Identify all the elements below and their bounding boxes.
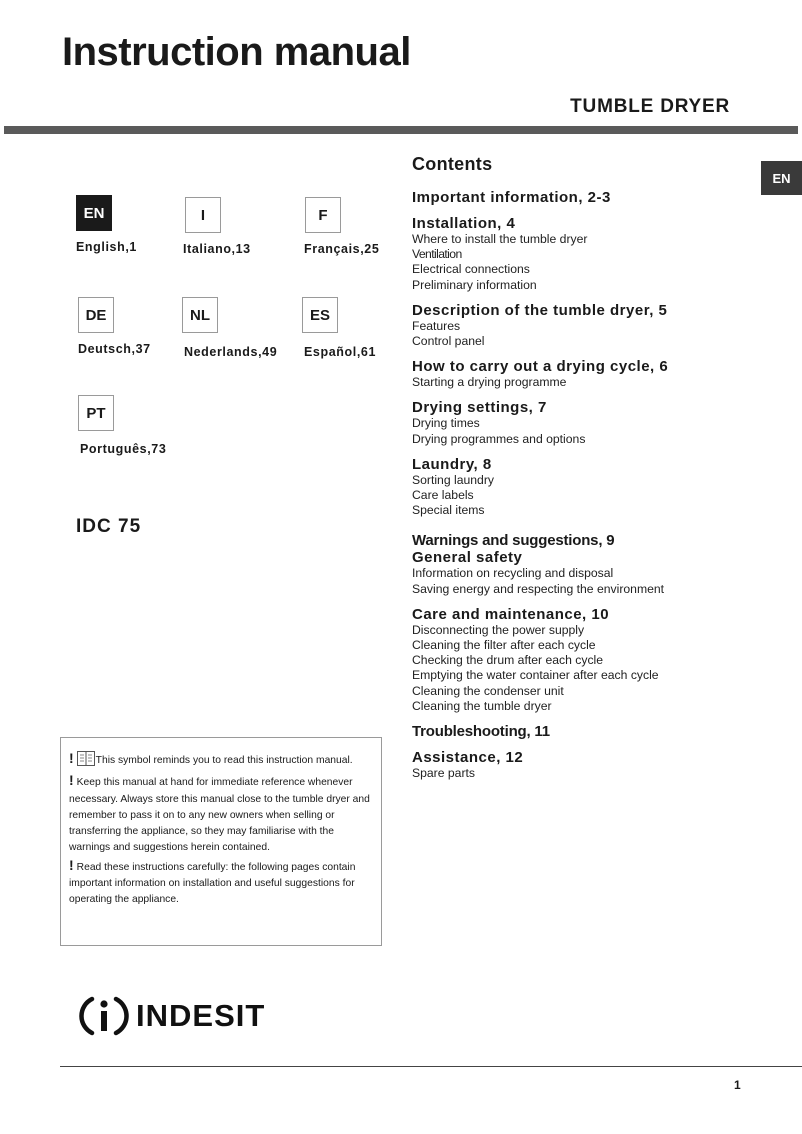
lang-label-fr: Français,25	[304, 242, 380, 256]
toc-item: Emptying the water container after each cycle	[412, 668, 659, 683]
toc-section-title: Assistance, 12	[412, 749, 524, 767]
toc-section-title: Important information, 2-3	[412, 189, 611, 206]
lang-label-it: Italiano,13	[183, 242, 251, 256]
toc-item: Spare parts	[412, 766, 476, 781]
toc-item: Information on recycling and disposal	[412, 566, 614, 581]
toc-section	[412, 606, 792, 714]
toc-item: Drying programmes and options	[412, 431, 586, 446]
toc-section	[412, 358, 792, 390]
note-paragraph-2	[69, 772, 373, 856]
header-divider	[4, 126, 798, 134]
lang-code-en: EN	[76, 195, 112, 231]
toc-item: Starting a drying programme	[412, 375, 567, 390]
brand-name: INDESIT	[136, 998, 266, 1033]
lang-label-en: English,1	[76, 240, 137, 254]
page-title: Instruction manual	[62, 30, 411, 74]
toc-section	[412, 215, 792, 293]
page-number: 1	[734, 1078, 741, 1092]
lang-code-fr: F	[305, 197, 341, 233]
lang-label-de: Deutsch,37	[78, 342, 151, 356]
toc-section	[412, 723, 792, 740]
toc-section-title: Care and maintenance, 10	[412, 605, 610, 623]
toc-section-title: Warnings and suggestions, 9	[412, 532, 615, 550]
exclamation-icon: !	[69, 856, 74, 873]
toc-item: Ventilation	[412, 247, 462, 262]
toc-item: Drying times	[412, 416, 480, 431]
lang-label-es: Español,61	[304, 345, 376, 359]
toc-item: Preliminary information	[412, 277, 537, 292]
toc-section	[412, 302, 792, 349]
toc-section	[412, 189, 792, 206]
toc-item: Disconnecting the power supply	[412, 622, 585, 637]
toc-section	[412, 532, 792, 596]
toc-section-title: Laundry, 8	[412, 455, 492, 473]
lang-code-nl: NL	[182, 297, 218, 333]
toc-item: Electrical connections	[412, 262, 530, 277]
lang-code-es: ES	[302, 297, 338, 333]
lang-label-nl: Nederlands,49	[184, 345, 278, 359]
note-text-1: This symbol reminds you to read this instruction manual.	[95, 755, 353, 766]
reading-note-box	[60, 737, 382, 946]
toc-item: Cleaning the condenser unit	[412, 683, 564, 698]
lang-code-pt: PT	[78, 395, 114, 431]
toc-item: Sorting laundry	[412, 472, 494, 487]
toc-section-title: Troubleshooting, 11	[412, 723, 550, 741]
toc-item: Cleaning the filter after each cycle	[412, 638, 596, 653]
indesit-logo-icon	[78, 993, 130, 1039]
note-paragraph-1	[69, 750, 373, 772]
toc-item: Control panel	[412, 334, 485, 349]
toc-section-title: Drying settings, 7	[412, 399, 547, 417]
open-book-icon	[77, 751, 95, 772]
exclamation-icon: !	[69, 750, 74, 766]
note-text-2: Keep this manual at hand for immediate reference whenever necessary. Always store this manual close to the tumble dryer and remember to pass it on to any new owners when selling or transferring the appliance, so they may familiarise with the warnings and suggestions herein contained.	[69, 777, 370, 854]
toc-item: Where to install the tumble dryer	[412, 232, 588, 246]
lang-code-it: I	[185, 197, 221, 233]
toc-item: Features	[412, 318, 461, 333]
note-paragraph-3	[69, 857, 373, 909]
table-of-contents	[412, 154, 792, 790]
toc-item: Saving energy and respecting the environment	[412, 581, 665, 596]
toc-item: Checking the drum after each cycle	[412, 653, 604, 668]
toc-item: Care labels	[412, 488, 474, 503]
toc-section	[412, 456, 792, 519]
language-side-tab: EN	[761, 161, 802, 195]
toc-section-title: Description of the tumble dryer, 5	[412, 301, 668, 319]
footer-divider	[60, 1066, 802, 1067]
note-text-3: Read these instructions carefully: the following pages contain important information on installation and useful suggestions for operating the appliance.	[69, 861, 356, 906]
contents-heading: Contents	[412, 154, 493, 174]
lang-code-de: DE	[78, 297, 114, 333]
document-subtitle: TUMBLE DRYER	[570, 96, 730, 117]
model-number: IDC 75	[76, 516, 142, 537]
lang-label-pt: Português,73	[80, 442, 167, 456]
toc-section	[412, 399, 792, 446]
exclamation-icon: !	[69, 772, 74, 789]
toc-item: Cleaning the tumble dryer	[412, 698, 552, 713]
brand-logo	[78, 993, 265, 1039]
toc-section-subtitle: General safety	[412, 549, 523, 567]
toc-item: Special items	[412, 503, 485, 518]
toc-section-title: How to carry out a drying cycle, 6	[412, 358, 669, 376]
toc-section	[412, 749, 792, 781]
toc-section-title: Installation, 4	[412, 215, 516, 232]
